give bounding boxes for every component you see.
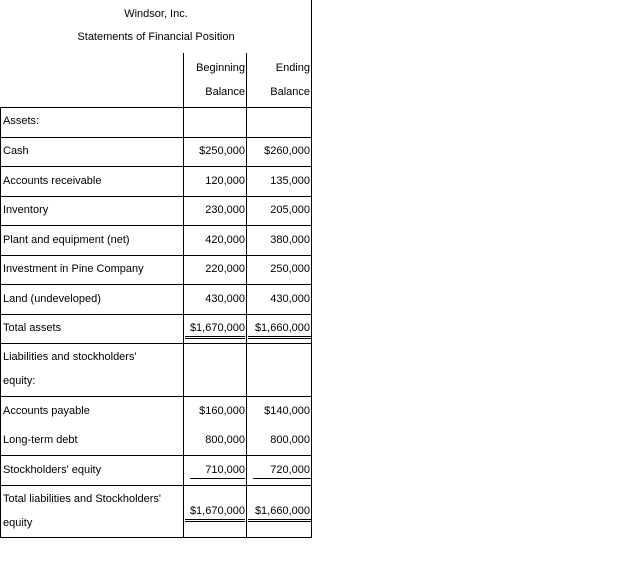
statement-title: Statements of Financial Position [77,31,235,43]
single-underline [253,478,311,479]
investment-pine-beginning: 220,000 [205,263,245,275]
stockholders-equity-ending: 720,000 [270,464,310,476]
land-beginning: 430,000 [205,293,245,305]
accounts-receivable-beginning: 120,000 [205,175,245,187]
double-underline [185,338,245,339]
row-label-total-assets: Total assets [3,322,62,334]
total-liabilities-equity-ending: $1,660,000 [254,505,310,517]
double-underline [185,336,245,337]
header-beginning-line1: Beginning [196,62,245,74]
row-line [0,196,312,197]
row-line [0,343,312,344]
inventory-ending: 205,000 [270,204,310,216]
row-line [0,166,312,167]
row-label-liabilities-heading-2: equity: [3,375,36,387]
row-label-total-liabilities-equity-2: equity [3,517,33,529]
row-line [0,284,312,285]
double-underline [248,521,311,522]
cash-ending: $260,000 [264,145,310,157]
financial-statement-table [0,0,312,538]
double-underline [248,338,311,339]
header-ending-line1: Ending [275,62,310,74]
inventory-beginning: 230,000 [205,204,245,216]
single-underline [190,478,245,479]
company-name: Windsor, Inc. [124,8,188,20]
row-label-total-liabilities-equity-1: Total liabilities and Stockholders' [3,493,162,505]
row-label-assets-heading: Assets: [3,115,40,127]
row-label-long-term-debt: Long-term debt [3,434,78,446]
row-line [0,455,312,456]
row-line [0,137,312,138]
row-label-land: Land (undeveloped) [3,293,101,305]
land-ending: 430,000 [270,293,310,305]
double-underline [185,521,245,522]
accounts-receivable-ending: 135,000 [270,175,310,187]
header-beginning-line2: Balance [205,86,245,98]
row-label-inventory: Inventory [3,204,49,216]
row-line [0,225,312,226]
row-line [0,396,312,397]
stockholders-equity-beginning: 710,000 [205,464,245,476]
row-label-accounts-payable: Accounts payable [3,405,90,417]
row-label-accounts-receivable: Accounts receivable [3,175,102,187]
row-label-cash: Cash [3,145,29,157]
accounts-payable-beginning: $160,000 [199,405,245,417]
row-line [0,107,312,108]
accounts-payable-ending: $140,000 [264,405,310,417]
double-underline [248,519,311,520]
row-line [0,314,312,315]
cash-beginning: $250,000 [199,145,245,157]
left-border [0,107,1,538]
long-term-debt-beginning: 800,000 [205,434,245,446]
double-underline [185,519,245,520]
col-divider-1 [183,53,184,538]
investment-pine-ending: 250,000 [270,263,310,275]
row-label-stockholders-equity: Stockholders' equity [3,464,102,476]
total-assets-beginning: $1,670,000 [189,322,245,334]
row-label-liabilities-heading-1: Liabilities and stockholders' [3,351,137,363]
row-label-plant-equipment: Plant and equipment (net) [3,234,130,246]
total-assets-ending: $1,660,000 [254,322,310,334]
row-label-investment-pine: Investment in Pine Company [3,263,144,275]
double-underline [248,336,311,337]
row-line [0,485,312,486]
plant-equipment-beginning: 420,000 [205,234,245,246]
row-line [0,255,312,256]
col-divider-2 [246,53,247,538]
plant-equipment-ending: 380,000 [270,234,310,246]
total-liabilities-equity-beginning: $1,670,000 [189,505,245,517]
long-term-debt-ending: 800,000 [270,434,310,446]
header-ending-line2: Balance [270,86,310,98]
